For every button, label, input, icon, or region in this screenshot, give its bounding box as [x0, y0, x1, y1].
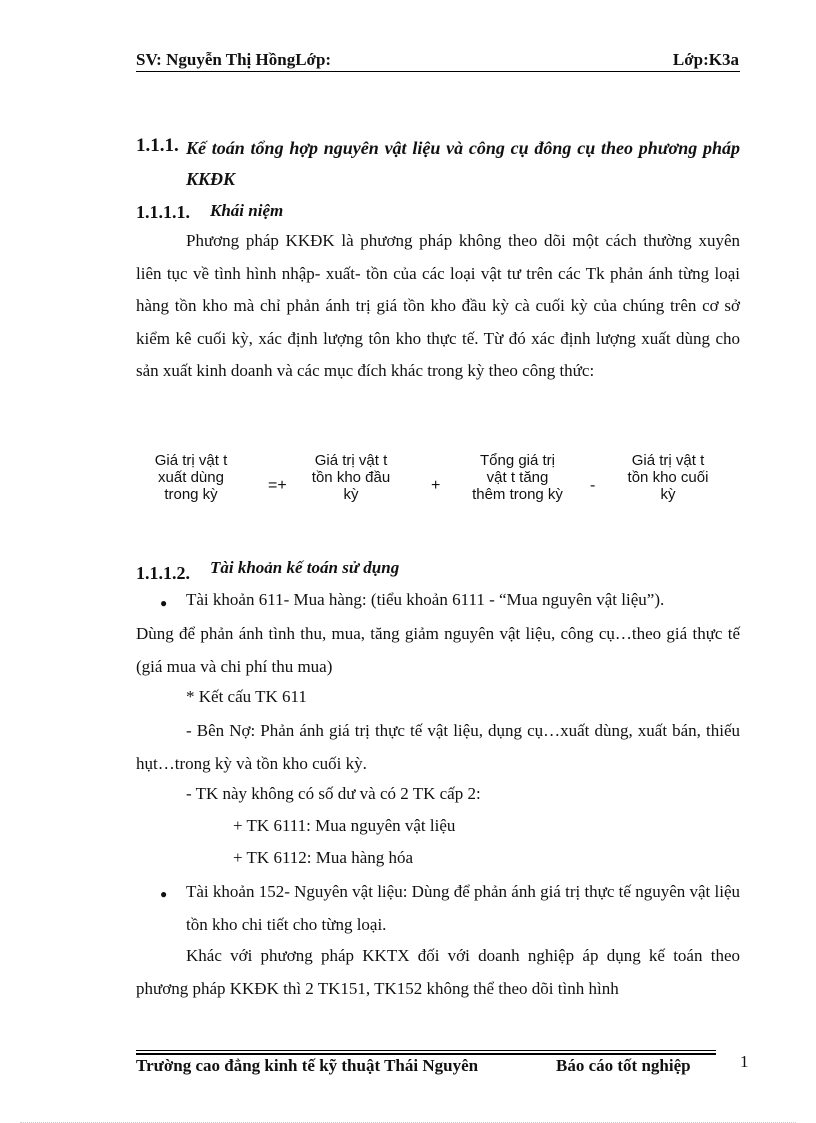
footer-report: Báo cáo tốt nghiệp: [556, 1056, 691, 1075]
page-number: 1: [740, 1052, 749, 1071]
header-rule: [136, 71, 740, 72]
formula-equals-operator: =+: [268, 477, 287, 494]
formula-term-closing: Giá trị vật t tồn kho cuối kỳ: [627, 452, 709, 503]
formula-term-opening: Giá trị vật t tồn kho đầu kỳ: [311, 452, 391, 503]
sub1-number: 1.1.1.1.: [136, 202, 190, 222]
sub2-title: Tài khoản kế toán sử dụng: [210, 558, 400, 577]
sub-account-6112: + TK 6112: Mua hàng hóa: [233, 848, 414, 867]
bullet-icon: ●: [160, 887, 168, 901]
formula-term-consumed: Giá trị vật t xuất dùng trong kỳ: [154, 452, 228, 503]
section-title: Kế toán tổng hợp nguyên vật liệu và công cụ đông cụ theo phương pháp KKĐK: [186, 138, 740, 189]
header-student: SV: Nguyễn Thị HồngLớp:: [136, 50, 332, 69]
section-number: 1.1.1.: [136, 135, 179, 156]
footer-rule: [136, 1050, 716, 1051]
account-611-line: Tài khoản 611- Mua hàng: (tiểu khoản 6111 - “Mua nguyên vật liệu”).: [186, 590, 665, 609]
sub1-paragraph: Phương pháp KKĐK là phương pháp không theo dõi một cách thường xuyên liên tục về tình hình nhập- xuất- tồn của các loại vật tư trên các Tk phản ánh từng loại hàng tồn kho mà chỉ phản ánh trị giá tồn kho đầu kỳ cà cuối kỳ của chúng trên cơ sở kiểm kê cuối kỳ, xác định lượng tôn kho thực tế. Từ đó xác định lượng xuất dùng cho sản xuất kinh doanh và các mục đích khác trong kỳ theo công thức:: [136, 231, 740, 380]
header-class: Lớp:K3a: [672, 50, 739, 69]
footer-rule-thick: [136, 1053, 716, 1055]
account-152-description: Tài khoản 152- Nguyên vật liệu: Dùng để phản ánh giá trị thực tế nguyên vật liệu tồn kho chi tiết cho từng loại.: [186, 882, 741, 934]
sub2-number: 1.1.1.2.: [136, 563, 190, 583]
sub1-title: Khái niệm: [210, 201, 284, 220]
bullet-icon: ●: [160, 596, 168, 610]
structure-heading: * Kết cấu TK 611: [186, 687, 307, 706]
debit-side: - Bên Nợ: Phản ánh giá trị thực tế vật liệu, dụng cụ…xuất dùng, xuất bán, thiếu hụt…trong kỳ và tồn kho cuối kỳ.: [136, 721, 740, 773]
formula-term-increase: Tổng giá trị vật t tăng thêm trong kỳ: [472, 452, 563, 503]
formula-minus-operator: -: [590, 477, 596, 494]
account-611-description: Dùng để phản ánh tình thu, mua, tăng giảm nguyên vật liệu, công cụ…theo giá thực tế (giá mua và chi phí thu mua): [136, 624, 740, 676]
formula-plus-operator: +: [431, 477, 441, 494]
closing-paragraph: Khác với phương pháp KKTX đối với doanh nghiệp áp dụng kế toán theo phương pháp KKĐK thì 2 TK151, TK152 không thể theo dõi tình hình: [136, 946, 740, 998]
footer-school: Trường cao đẳng kinh tế kỹ thuật Thái Nguyên: [136, 1056, 479, 1075]
sub-account-6111: + TK 6111: Mua nguyên vật liệu: [233, 816, 456, 835]
no-balance-note: - TK này không có số dư và có 2 TK cấp 2:: [186, 784, 481, 803]
